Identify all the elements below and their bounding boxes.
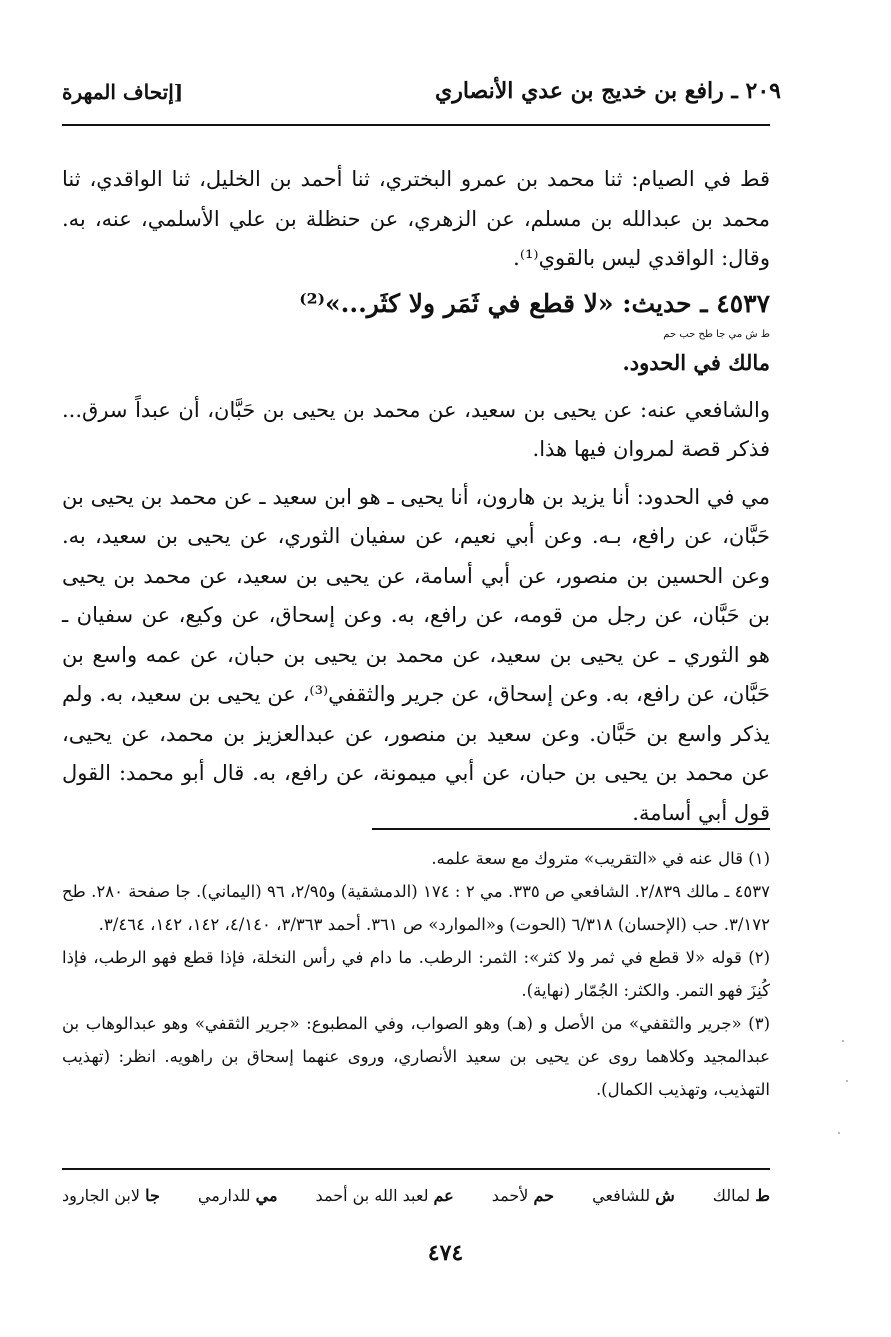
legend-item: ش للشافعي <box>592 1186 675 1205</box>
legend-rule <box>62 1168 770 1170</box>
running-header <box>62 78 781 118</box>
footnote-2: (٢) قوله «لا قطع في ثمر ولا كثر»: الثمر: الرطب. ما دام في رأس النخلة، فإذا قطع فهو الرطب، فإذا كُنِزَ فهو التمر. والكثر: الجُمّار (نهاية). <box>62 948 770 1000</box>
sources-sigla: ط ش مي جا طح حب حم <box>663 328 770 340</box>
main-text <box>62 160 770 841</box>
footnote-rule <box>372 828 770 830</box>
hadith-number: ٤٥٣٧ <box>716 288 770 318</box>
footnote-4537: ٤٥٣٧ ـ مالك ٢/٨٣٩. الشافعي ص ٣٣٥. مي ٢ : ١٧٤ (الدمشقية) و٢/٩٥، ٩٦ (اليماني). جا صفحة ٢٨٠. طح ٣/١٧٢. حب (الإحسان) ٦/٣١٨ (الحوت) و«الموارد» ص ٣٦١. أحمد ٣/٣٦٣، ٤/١٤٠، ١٤٢، ١٤٢، ٣/٤٦٤. <box>62 882 771 934</box>
legend-item: جا لابن الجارود <box>62 1186 160 1205</box>
scan-speck <box>842 1040 844 1042</box>
book-title: [إتحاف المهرة <box>62 80 184 104</box>
footnote-3: (٣) «جرير والثقفي» من الأصل و (هـ) وهو الصواب، وفي المطبوع: «جرير الثقفي» وهو عبدالوهاب بن عبدالمجيد وكلاهما روى عن يحيى بن سعيد الأنصاري، وروى عنهما إسحاق بن راهويه. انظر: (تهذيب التهذيب، وتهذيب الكمال). <box>62 1014 770 1099</box>
paragraph-shafii: والشافعي عنه: عن يحيى بن سعيد، عن محمد بن يحيى بن حَبَّان، أن عبداً سرق... فذكر قصة لمروان فيها هذا. <box>62 397 770 461</box>
malik-line: مالك في الحدود. <box>622 349 770 375</box>
page-number: ٤٧٤ <box>427 1240 464 1266</box>
header-rule <box>62 124 770 126</box>
abbreviation-legend <box>62 1186 770 1205</box>
legend-item: مي للدارمي <box>197 1186 278 1205</box>
chapter-title: ٢٠٩ ـ رافع بن خديج بن عدي الأنصاري <box>435 78 781 104</box>
legend-item: عم لعبد الله بن أحمد <box>315 1186 454 1205</box>
footnote-1: (١) قال عنه في «التقريب» متروك مع سعة علمه. <box>431 849 770 868</box>
hadith-title: ـ حديث: «لا قطع في ثَمَر ولا كثَر...»⁽²⁾ <box>299 288 717 318</box>
hadith-heading <box>62 287 770 321</box>
legend-item: ط لمالك <box>712 1186 770 1205</box>
paragraph-daraqutni: قط في الصيام: ثنا محمد بن عمرو البختري، ثنا أحمد بن الخليل، ثنا الواقدي، ثنا محمد بن عبدالله بن مسلم، عن الزهري، عن حنظلة بن علي الأسلمي، عنه، به. وقال: الواقدي ليس بالقوي⁽¹⁾. <box>62 167 770 270</box>
scan-speck <box>838 1132 840 1134</box>
paragraph-darimi: مي في الحدود: أنا يزيد بن هارون، أنا يحيى ـ هو ابن سعيد ـ عن محمد بن يحيى بن حَبَّان، عن رافع، بـه. وعن أبي نعيم، عن سفيان الثوري، عن يحيى بن سعيد، به. وعن الحسين بن منصور، عن أبي أسامة، عن يحيى بن سعيد، عن محمد بن يحيى بن حَبَّان، عن رجل من قومه، عن رافع، به. وعن إسحاق، عن وكيع، عن سفيان ـ هو الثوري ـ عن يحيى بن سعيد، عن محمد بن يحيى بن حبان، عن عمه واسع بن حَبَّان، عن رافع، به. وعن إسحاق، عن جرير والثقفي⁽³⁾، عن يحيى بن سعيد، به. ولم يذكر واسع بن حَبَّان. وعن سعيد بن منصور، عن عبدالعزيز بن محمد، عن يحيى، عن محمد بن يحيى بن حبان، عن أبي ميمونة، عن رافع، به. قال أبو محمد: القول قول أبي أسامة. <box>62 484 770 825</box>
footnotes <box>62 842 770 1106</box>
scan-speck <box>846 1080 848 1082</box>
legend-item: حم لأحمد <box>491 1186 555 1205</box>
